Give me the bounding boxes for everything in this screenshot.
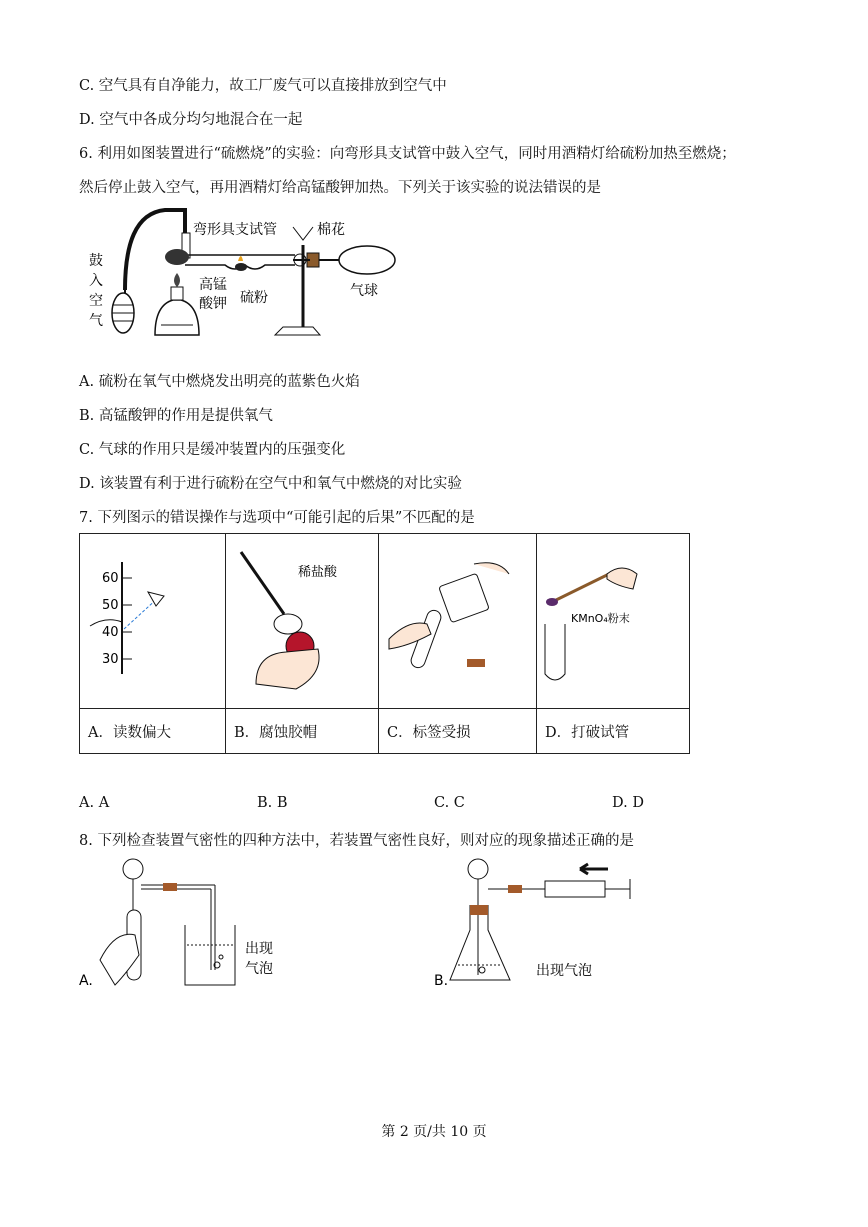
q6-stem-line1: 6. 利用如图装置进行“硫燃烧”的实验：向弯形具支试管中鼓入空气，同时用酒精灯给硫粉加热至燃烧；	[79, 146, 736, 162]
q7-caption-d: D．打破试管	[537, 709, 690, 754]
q7-cell-a-figure	[80, 534, 226, 709]
fig-b-letter: B.	[434, 973, 449, 989]
page-footer: 第 2 页/共 10 页	[381, 1124, 487, 1140]
label-balloon: 气球	[350, 283, 378, 299]
tick-30: 30	[102, 652, 119, 667]
q7-stem: 7. 下列图示的错误操作与选项中“可能引起的后果”不匹配的是	[79, 510, 475, 526]
label-cotton: 棉花	[317, 222, 345, 238]
q7-cell-d-figure	[537, 534, 690, 709]
label-air-2: 入	[89, 273, 103, 289]
label-air-1: 鼓	[89, 253, 103, 269]
tick-60: 60	[102, 571, 119, 586]
q6-stem-line2: 然后停止鼓入空气，再用酒精灯给高锰酸钾加热。下列关于该实验的说法错误的是	[79, 180, 601, 196]
dropper-figure	[226, 534, 378, 704]
q7-answer-c: C. C	[434, 795, 465, 811]
fig-a-letter: A.	[79, 973, 93, 989]
label-air-3: 空	[89, 293, 103, 309]
fig-a-label-1: 出现	[245, 941, 273, 957]
label-kmno4-2: 酸钾	[199, 296, 227, 312]
q5-option-c: C. 空气具有自净能力，故工厂废气可以直接排放到空气中	[79, 78, 447, 94]
fig-a-label-2: 气泡	[245, 961, 273, 977]
q5-option-d: D. 空气中各成分均匀地混合在一起	[79, 112, 303, 128]
q6-option-a: A. 硫粉在氧气中燃烧发出明亮的蓝紫色火焰	[79, 374, 360, 390]
q7-cell-b-figure	[226, 534, 379, 709]
label-sulfur: 硫粉	[240, 290, 268, 306]
q7-caption-a: A．读数偏大	[80, 709, 226, 754]
q7-answer-b: B. B	[257, 795, 288, 811]
label-hcl: 稀盐酸	[298, 565, 338, 580]
q7-caption-b: B．腐蚀胶帽	[226, 709, 379, 754]
label-tube: 弯形具支试管	[193, 222, 277, 238]
pouring-figure	[379, 534, 536, 704]
tick-50: 50	[102, 598, 119, 613]
label-kmno4-1: 高锰	[199, 277, 227, 293]
q7-cell-c-figure	[379, 534, 537, 709]
spatula-figure	[537, 534, 689, 704]
q8-figure-b	[430, 855, 650, 995]
fig-b-label: 出现气泡	[536, 963, 592, 979]
q6-option-c: C. 气球的作用只是缓冲装置内的压强变化	[79, 442, 346, 458]
q8-figure-a	[75, 855, 295, 995]
q7-caption-c: C．标签受损	[379, 709, 537, 754]
q6-option-d: D. 该装置有利于进行硫粉在空气中和氧气中燃烧的对比实验	[79, 476, 462, 492]
q6-option-b: B. 高锰酸钾的作用是提供氧气	[79, 408, 273, 424]
tick-40: 40	[102, 625, 119, 640]
label-air-4: 气	[89, 313, 103, 329]
graduated-cylinder-figure	[80, 534, 225, 704]
q7-answer-a: A. A	[79, 795, 110, 811]
q8-stem: 8. 下列检查装置气密性的四种方法中，若装置气密性良好，则对应的现象描述正确的是	[79, 833, 634, 849]
label-kmno4-powder: KMnO₄粉末	[571, 612, 630, 625]
balloon	[339, 246, 395, 274]
q6-sulfur-combustion-figure	[85, 205, 415, 355]
q7-table	[79, 533, 690, 754]
q7-answer-d: D. D	[612, 795, 644, 811]
alcohol-lamp	[155, 300, 199, 335]
